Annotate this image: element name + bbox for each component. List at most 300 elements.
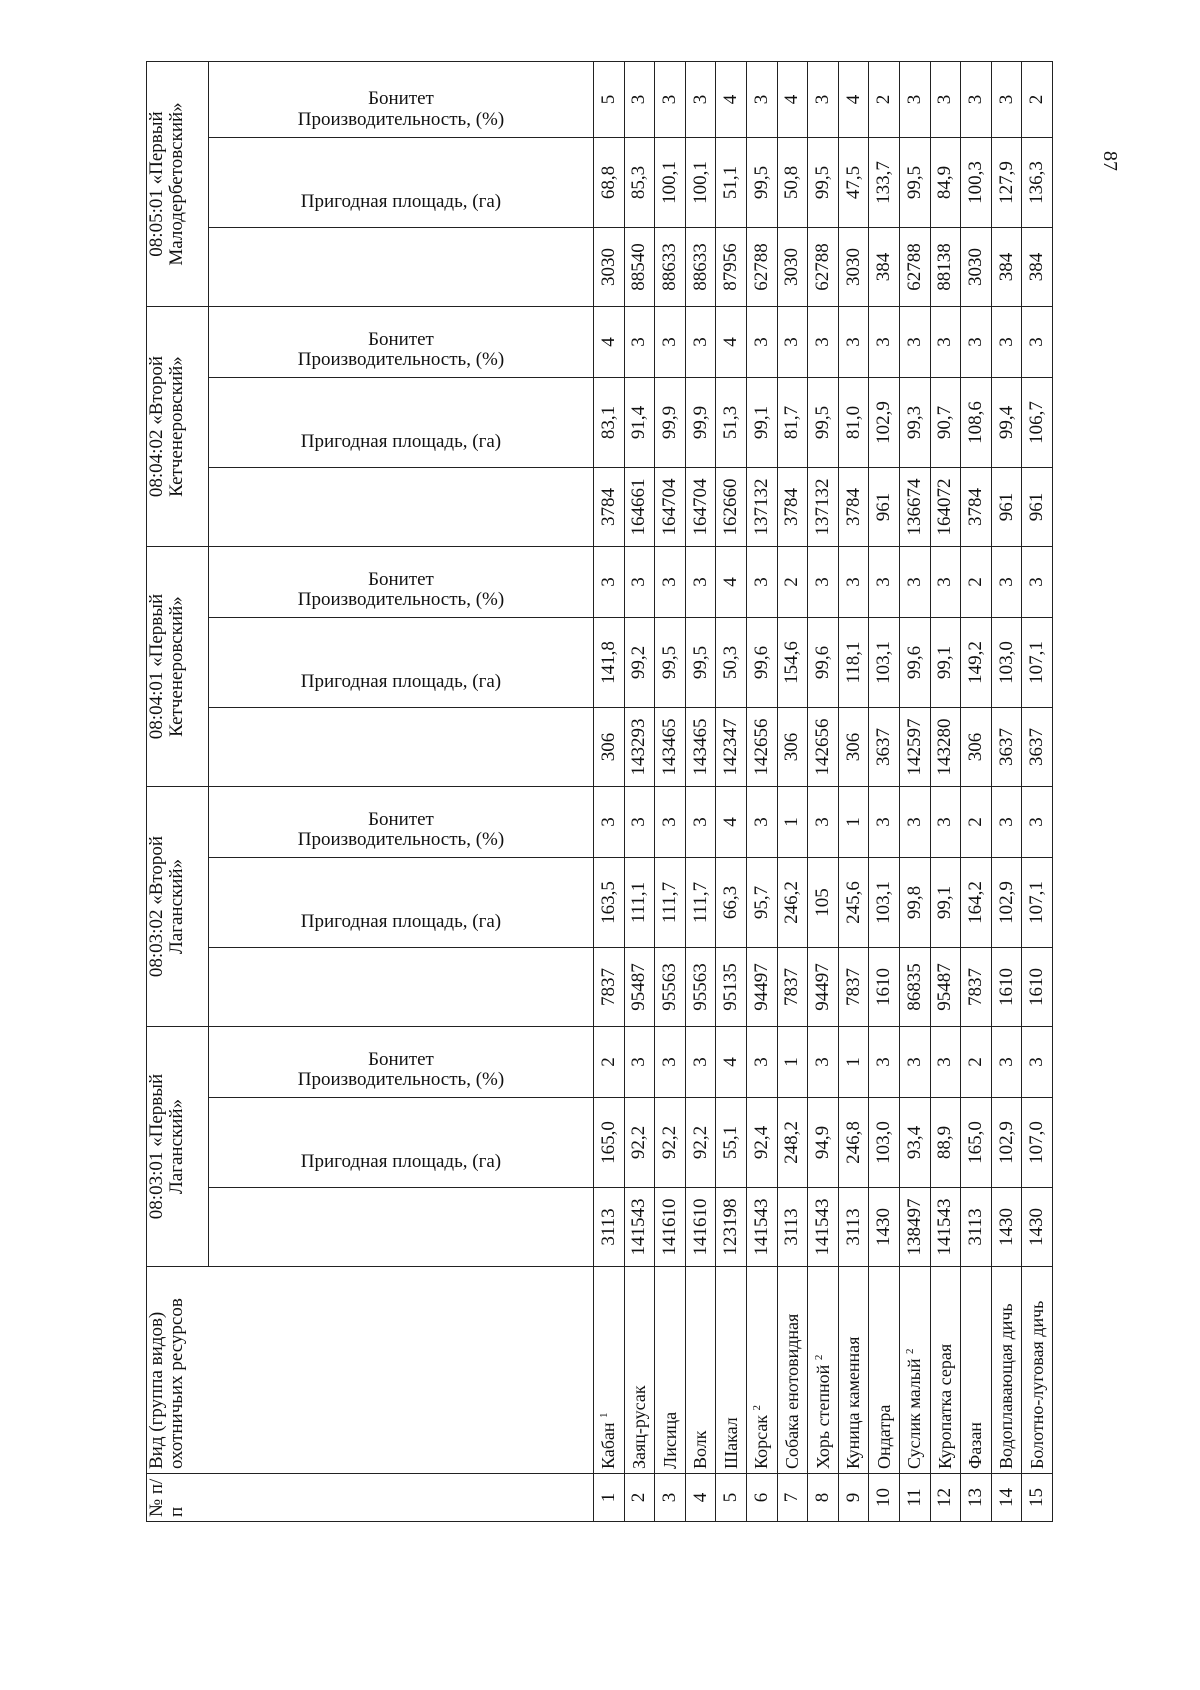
value-cell: 94497 <box>808 948 839 1027</box>
value-cell: 1610 <box>869 948 900 1027</box>
value-cell: 99,6 <box>746 618 777 708</box>
value-cell: 2 <box>961 1027 992 1098</box>
footnote-marker: 1 <box>598 1412 611 1418</box>
species-header: Вид (группа видов) охотничьих ресурсов <box>147 1267 594 1474</box>
value-cell: 7837 <box>961 948 992 1027</box>
species-name-cell <box>808 1267 839 1474</box>
metric-header <box>209 1068 594 1188</box>
value-cell: 3784 <box>777 468 808 547</box>
table-row <box>594 61 625 1521</box>
species-name: Кабан <box>598 1422 619 1469</box>
value-cell: 107,1 <box>1022 858 1053 948</box>
value-cell: 103,1 <box>869 618 900 708</box>
value-cell: 111,7 <box>655 858 686 948</box>
value-cell: 1430 <box>991 1188 1022 1267</box>
value-cell: 246,2 <box>777 858 808 948</box>
value-cell: 3 <box>624 787 655 858</box>
value-cell: 3113 <box>777 1188 808 1267</box>
species-name: Собака енотовидная <box>781 1313 802 1469</box>
value-cell: 4 <box>716 787 747 858</box>
value-cell: 99,5 <box>655 618 686 708</box>
value-cell: 108,6 <box>961 378 992 468</box>
value-cell: 99,1 <box>930 618 961 708</box>
value-cell: 3 <box>1022 787 1053 858</box>
value-cell: 103,1 <box>869 858 900 948</box>
value-cell: 3 <box>777 307 808 378</box>
value-cell: 3637 <box>991 708 1022 787</box>
footnote-marker: 2 <box>812 1354 825 1361</box>
value-cell: 3113 <box>594 1188 625 1267</box>
value-cell: 141,8 <box>594 618 625 708</box>
metric-header-label: Бонитет <box>368 329 434 351</box>
footnote-marker: 2 <box>751 1404 764 1411</box>
species-name-cell <box>746 1267 777 1474</box>
table-row <box>899 61 930 1521</box>
species-name-cell <box>685 1267 716 1474</box>
value-cell: 141543 <box>624 1188 655 1267</box>
value-cell: 7837 <box>838 948 869 1027</box>
value-cell: 3 <box>961 307 992 378</box>
district-header: 08:03:01 «Первый Лаганский» <box>147 1027 209 1267</box>
value-cell: 111,1 <box>624 858 655 948</box>
table-row <box>808 61 839 1521</box>
value-cell: 4 <box>716 61 747 137</box>
value-cell: 3 <box>746 61 777 137</box>
value-cell: 136674 <box>899 468 930 547</box>
value-cell: 163,5 <box>594 858 625 948</box>
species-name: Волк <box>690 1430 711 1469</box>
table-row <box>869 61 900 1521</box>
value-cell: 384 <box>869 228 900 307</box>
table-row <box>746 61 777 1521</box>
metric-header <box>209 190 594 307</box>
value-cell: 99,3 <box>899 378 930 468</box>
value-cell: 3 <box>624 307 655 378</box>
metric-header-label: Бонитет <box>368 809 434 831</box>
species-name: Куница каменная <box>843 1336 864 1469</box>
species-name-cell <box>838 1267 869 1474</box>
value-cell: 3 <box>838 307 869 378</box>
species-name: Ондатра <box>873 1404 894 1469</box>
value-cell: 3 <box>808 547 839 618</box>
metric-header <box>209 670 594 787</box>
species-name: Хорь степной <box>812 1364 833 1469</box>
value-cell: 4 <box>594 307 625 378</box>
district-header: 08:04:02 «Второй Кетченеровский» <box>147 307 209 547</box>
value-cell: 99,8 <box>899 858 930 948</box>
value-cell: 164661 <box>624 468 655 547</box>
species-name-cell <box>624 1267 655 1474</box>
metric-header-label: Пригодная площадь, (га) <box>300 190 502 212</box>
table-row <box>991 61 1022 1521</box>
value-cell: 3637 <box>869 708 900 787</box>
metric-header-label: Производительность, (%) <box>297 1068 505 1090</box>
value-cell: 99,2 <box>624 618 655 708</box>
species-name: Водоплавающая дичь <box>996 1303 1017 1469</box>
value-cell: 2 <box>961 547 992 618</box>
value-cell: 137132 <box>746 468 777 547</box>
metric-header-label: Пригодная площадь, (га) <box>300 910 502 932</box>
value-cell: 50,3 <box>716 618 747 708</box>
value-cell: 3 <box>899 307 930 378</box>
value-cell: 81,7 <box>777 378 808 468</box>
value-cell: 3 <box>685 547 716 618</box>
table-row <box>961 61 992 1521</box>
value-cell: 138497 <box>899 1188 930 1267</box>
value-cell: 81,0 <box>838 378 869 468</box>
value-cell: 99,5 <box>808 378 839 468</box>
value-cell: 95563 <box>655 948 686 1027</box>
value-cell: 1 <box>838 787 869 858</box>
value-cell: 88138 <box>930 228 961 307</box>
value-cell: 2 <box>1022 61 1053 137</box>
row-number: 4 <box>685 1474 716 1522</box>
metric-header <box>209 108 594 228</box>
species-name: Фазан <box>965 1422 986 1469</box>
value-cell: 7837 <box>594 948 625 1027</box>
value-cell: 3 <box>808 1027 839 1098</box>
value-cell: 84,9 <box>930 138 961 228</box>
value-cell: 3 <box>594 787 625 858</box>
value-cell: 3 <box>624 547 655 618</box>
district-header: 08:05:01 «Первый Малодербетовский» <box>147 61 209 306</box>
value-cell: 384 <box>1022 228 1053 307</box>
value-cell: 4 <box>716 1027 747 1098</box>
value-cell: 3 <box>746 787 777 858</box>
value-cell: 3 <box>746 1027 777 1098</box>
metric-header <box>209 430 594 547</box>
value-cell: 94,9 <box>808 1098 839 1188</box>
species-name: Куропатка серая <box>934 1343 955 1469</box>
value-cell: 66,3 <box>716 858 747 948</box>
row-number: 10 <box>869 1474 900 1522</box>
value-cell: 3 <box>655 1027 686 1098</box>
metric-header <box>209 910 594 1027</box>
value-cell: 164,2 <box>961 858 992 948</box>
value-cell: 3 <box>655 787 686 858</box>
value-cell: 3784 <box>961 468 992 547</box>
value-cell: 3 <box>746 547 777 618</box>
district-header: 08:03:02 «Второй Лаганский» <box>147 787 209 1027</box>
value-cell: 3 <box>838 547 869 618</box>
value-cell: 1610 <box>991 948 1022 1027</box>
value-cell: 3784 <box>838 468 869 547</box>
value-cell: 51,3 <box>716 378 747 468</box>
value-cell: 3 <box>808 787 839 858</box>
value-cell: 4 <box>716 307 747 378</box>
value-cell: 106,7 <box>1022 378 1053 468</box>
value-cell: 3 <box>685 307 716 378</box>
value-cell: 50,8 <box>777 138 808 228</box>
value-cell: 3 <box>869 307 900 378</box>
value-cell: 3 <box>746 307 777 378</box>
value-cell: 99,9 <box>655 378 686 468</box>
value-cell: 143465 <box>685 708 716 787</box>
metric-header-label: Бонитет <box>368 88 434 110</box>
species-name: Заяц-русак <box>628 1385 649 1469</box>
value-cell: 99,5 <box>746 138 777 228</box>
value-cell: 99,5 <box>808 138 839 228</box>
value-cell: 3 <box>655 307 686 378</box>
value-cell: 3113 <box>838 1188 869 1267</box>
value-cell: 92,2 <box>655 1098 686 1188</box>
value-cell: 47,5 <box>838 138 869 228</box>
value-cell: 164072 <box>930 468 961 547</box>
value-cell: 306 <box>777 708 808 787</box>
row-number: 5 <box>716 1474 747 1522</box>
species-name-cell <box>594 1267 625 1474</box>
value-cell: 100,1 <box>685 138 716 228</box>
value-cell: 2 <box>869 61 900 137</box>
value-cell: 55,1 <box>716 1098 747 1188</box>
value-cell: 3 <box>899 1027 930 1098</box>
table-row <box>624 61 655 1521</box>
value-cell: 107,1 <box>1022 618 1053 708</box>
value-cell: 3 <box>991 547 1022 618</box>
value-cell: 102,9 <box>991 1098 1022 1188</box>
value-cell: 93,4 <box>899 1098 930 1188</box>
rotated-table-container <box>146 62 1048 1522</box>
metric-header-label: Производительность, (%) <box>297 828 505 850</box>
row-number: 14 <box>991 1474 1022 1522</box>
metric-header-label: Производительность, (%) <box>297 108 505 130</box>
value-cell: 3 <box>1022 1027 1053 1098</box>
value-cell: 99,5 <box>685 618 716 708</box>
value-cell: 1610 <box>1022 948 1053 1027</box>
value-cell: 2 <box>777 547 808 618</box>
row-number: 3 <box>655 1474 686 1522</box>
value-cell: 88633 <box>655 228 686 307</box>
value-cell: 118,1 <box>838 618 869 708</box>
value-cell: 3 <box>594 547 625 618</box>
value-cell: 143293 <box>624 708 655 787</box>
value-cell: 95487 <box>624 948 655 1027</box>
value-cell: 1 <box>777 787 808 858</box>
district-header: 08:04:01 «Первый Кетченеровский» <box>147 547 209 787</box>
value-cell: 961 <box>1022 468 1053 547</box>
value-cell: 164704 <box>655 468 686 547</box>
header-row-districts <box>147 61 209 1521</box>
value-cell: 3 <box>685 61 716 137</box>
footnote-marker: 2 <box>904 1348 917 1354</box>
value-cell: 7837 <box>777 948 808 1027</box>
row-number: 2 <box>624 1474 655 1522</box>
value-cell: 103,0 <box>991 618 1022 708</box>
value-cell: 3784 <box>594 468 625 547</box>
value-cell: 90,7 <box>930 378 961 468</box>
value-cell: 111,7 <box>685 858 716 948</box>
value-cell: 83,1 <box>594 378 625 468</box>
value-cell: 141543 <box>808 1188 839 1267</box>
value-cell: 3 <box>1022 307 1053 378</box>
metric-header-label: Производительность, (%) <box>297 588 505 610</box>
value-cell: 961 <box>869 468 900 547</box>
species-name: Лисица <box>659 1411 680 1469</box>
value-cell: 5 <box>594 61 625 137</box>
value-cell: 165,0 <box>961 1098 992 1188</box>
value-cell: 4 <box>777 61 808 137</box>
value-cell: 3 <box>655 61 686 137</box>
metric-header <box>209 348 594 468</box>
species-name-cell <box>777 1267 808 1474</box>
value-cell: 3 <box>808 307 839 378</box>
species-name-cell <box>991 1267 1022 1474</box>
value-cell: 141543 <box>746 1188 777 1267</box>
metric-header-label: Бонитет <box>368 1049 434 1071</box>
value-cell: 100,1 <box>655 138 686 228</box>
table-body <box>594 61 1053 1521</box>
value-cell: 133,7 <box>869 138 900 228</box>
value-cell: 123198 <box>716 1188 747 1267</box>
value-cell: 85,3 <box>624 138 655 228</box>
value-cell: 1430 <box>869 1188 900 1267</box>
value-cell: 3 <box>930 787 961 858</box>
value-cell: 2 <box>594 1027 625 1098</box>
value-cell: 141610 <box>685 1188 716 1267</box>
value-cell: 127,9 <box>991 138 1022 228</box>
value-cell: 99,4 <box>991 378 1022 468</box>
table-row <box>716 61 747 1521</box>
value-cell: 306 <box>961 708 992 787</box>
value-cell: 99,6 <box>808 618 839 708</box>
row-number: 15 <box>1022 1474 1053 1522</box>
species-name-cell <box>961 1267 992 1474</box>
value-cell: 100,3 <box>961 138 992 228</box>
species-name-cell <box>1022 1267 1053 1474</box>
value-cell: 88,9 <box>930 1098 961 1188</box>
value-cell: 86835 <box>899 948 930 1027</box>
species-name: Корсак <box>751 1414 772 1469</box>
value-cell: 3 <box>899 61 930 137</box>
value-cell: 99,1 <box>930 858 961 948</box>
row-number: 1 <box>594 1474 625 1522</box>
metric-header-label: Бонитет <box>368 569 434 591</box>
value-cell: 149,2 <box>961 618 992 708</box>
value-cell: 3 <box>869 787 900 858</box>
value-cell: 3 <box>899 787 930 858</box>
value-cell: 3030 <box>961 228 992 307</box>
value-cell: 3 <box>961 61 992 137</box>
value-cell: 137132 <box>808 468 839 547</box>
row-number: 9 <box>838 1474 869 1522</box>
value-cell: 99,6 <box>899 618 930 708</box>
value-cell: 165,0 <box>594 1098 625 1188</box>
value-cell: 3 <box>930 547 961 618</box>
value-cell: 141543 <box>930 1188 961 1267</box>
value-cell: 95487 <box>930 948 961 1027</box>
value-cell: 105 <box>808 858 839 948</box>
value-cell: 3 <box>991 61 1022 137</box>
value-cell: 88633 <box>685 228 716 307</box>
value-cell: 3030 <box>594 228 625 307</box>
value-cell: 99,1 <box>746 378 777 468</box>
value-cell: 2 <box>961 787 992 858</box>
species-name-cell <box>655 1267 686 1474</box>
value-cell: 94497 <box>746 948 777 1027</box>
species-name-cell <box>899 1267 930 1474</box>
table-row <box>655 61 686 1521</box>
value-cell: 384 <box>991 228 1022 307</box>
value-cell: 88540 <box>624 228 655 307</box>
metric-header-label: Пригодная площадь, (га) <box>300 1150 502 1172</box>
row-number: 11 <box>899 1474 930 1522</box>
species-name-cell <box>869 1267 900 1474</box>
species-name: Шакал <box>720 1417 741 1469</box>
value-cell: 102,9 <box>991 858 1022 948</box>
value-cell: 248,2 <box>777 1098 808 1188</box>
value-cell: 136,3 <box>1022 138 1053 228</box>
value-cell: 1 <box>838 1027 869 1098</box>
metric-header <box>209 588 594 708</box>
value-cell: 142347 <box>716 708 747 787</box>
value-cell: 164704 <box>685 468 716 547</box>
value-cell: 3 <box>930 307 961 378</box>
value-cell: 961 <box>991 468 1022 547</box>
value-cell: 306 <box>594 708 625 787</box>
value-cell: 3 <box>991 307 1022 378</box>
value-cell: 99,5 <box>899 138 930 228</box>
value-cell: 92,2 <box>624 1098 655 1188</box>
row-number: 7 <box>777 1474 808 1522</box>
value-cell: 3 <box>685 787 716 858</box>
metric-header <box>209 828 594 948</box>
value-cell: 245,6 <box>838 858 869 948</box>
value-cell: 4 <box>716 547 747 618</box>
species-name-cell <box>930 1267 961 1474</box>
species-name: Суслик малый <box>904 1358 925 1469</box>
value-cell: 62788 <box>808 228 839 307</box>
value-cell: 142656 <box>808 708 839 787</box>
metric-header <box>209 1150 594 1267</box>
table-row <box>685 61 716 1521</box>
value-cell: 143280 <box>930 708 961 787</box>
value-cell: 92,4 <box>746 1098 777 1188</box>
value-cell: 3 <box>685 1027 716 1098</box>
value-cell: 246,8 <box>838 1098 869 1188</box>
value-cell: 1 <box>777 1027 808 1098</box>
value-cell: 62788 <box>746 228 777 307</box>
value-cell: 3 <box>869 547 900 618</box>
value-cell: 91,4 <box>624 378 655 468</box>
value-cell: 3030 <box>777 228 808 307</box>
hunting-resources-table <box>146 61 1053 1522</box>
num-header: № п/п <box>147 1474 594 1522</box>
metric-header-label: Пригодная площадь, (га) <box>300 670 502 692</box>
value-cell: 3 <box>1022 547 1053 618</box>
value-cell: 102,9 <box>869 378 900 468</box>
value-cell: 3637 <box>1022 708 1053 787</box>
value-cell: 62788 <box>899 228 930 307</box>
species-name: Болотно-луговая дичь <box>1026 1300 1047 1469</box>
value-cell: 68,8 <box>594 138 625 228</box>
value-cell: 3 <box>624 1027 655 1098</box>
value-cell: 154,6 <box>777 618 808 708</box>
species-name-cell <box>716 1267 747 1474</box>
value-cell: 51,1 <box>716 138 747 228</box>
table-row <box>1022 61 1053 1521</box>
value-cell: 95563 <box>685 948 716 1027</box>
metric-header-label: Пригодная площадь, (га) <box>300 430 502 452</box>
value-cell: 87956 <box>716 228 747 307</box>
value-cell: 142656 <box>746 708 777 787</box>
value-cell: 4 <box>838 61 869 137</box>
row-number: 8 <box>808 1474 839 1522</box>
row-number: 6 <box>746 1474 777 1522</box>
value-cell: 306 <box>838 708 869 787</box>
value-cell: 103,0 <box>869 1098 900 1188</box>
value-cell: 95135 <box>716 948 747 1027</box>
value-cell: 3 <box>930 61 961 137</box>
